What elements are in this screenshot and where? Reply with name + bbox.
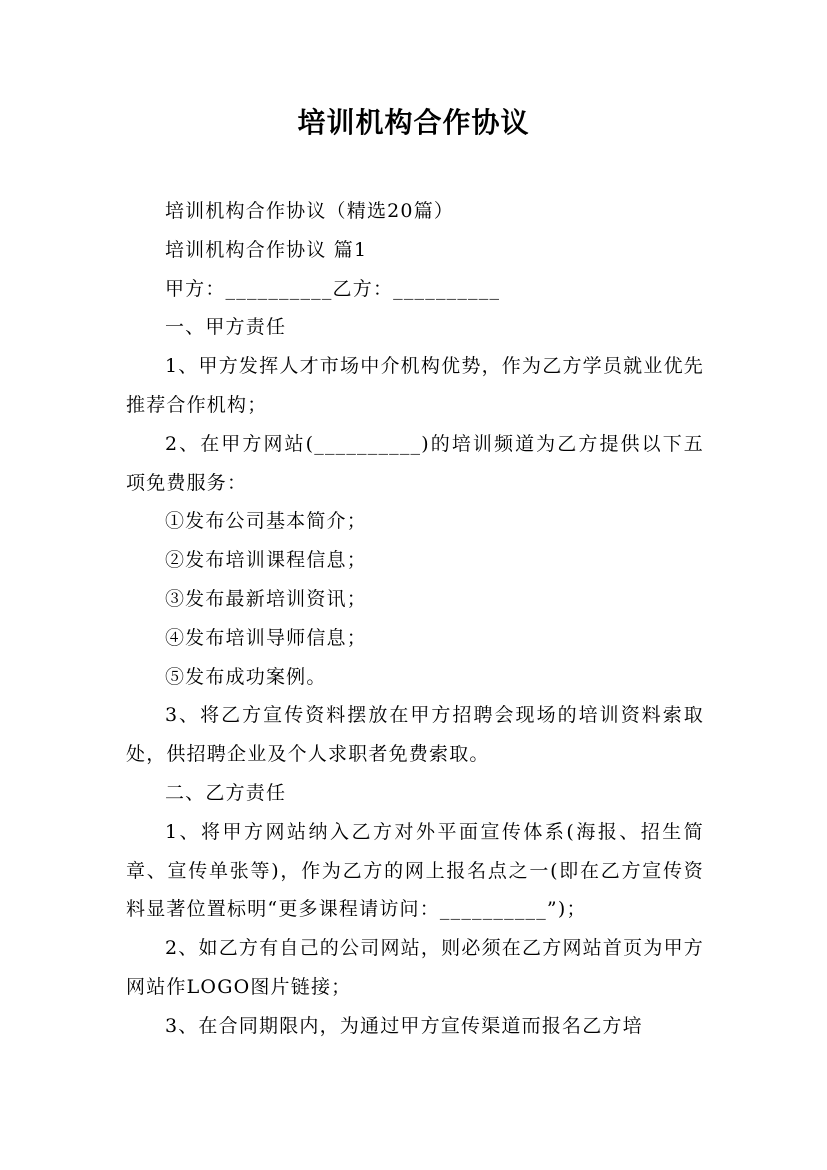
paragraph-party-b-item-3: 3、在合同期限内，为通过甲方宣传渠道而报名乙方培 <box>164 1014 643 1037</box>
paragraph-service-1: ①发布公司基本简介； <box>164 510 367 533</box>
paragraph-service-2: ②发布培训课程信息； <box>164 549 367 572</box>
paragraph-service-3: ③发布最新培训资讯； <box>164 587 367 610</box>
paragraph-party-a-item-3: 3、将乙方宣传资料摆放在甲方招聘会现场的培训资料索取处，供招聘企业及个人求职者免费索取。 <box>126 704 704 766</box>
document-body <box>126 192 704 1046</box>
paragraph-subtitle: 培训机构合作协议（精选20篇） <box>164 200 455 222</box>
paragraph-party-b-item-1: 1、将甲方网站纳入乙方对外平面宣传体系(海报、招生简章、宣传单张等)，作为乙方的网上报名点之一(即在乙方宣传资料显著位置标明“更多课程请访问：__________”)； <box>126 820 704 921</box>
paragraph-service-4: ④发布培训导师信息； <box>164 626 367 649</box>
paragraph-party-a-item-2: 2、在甲方网站(__________)的培训频道为乙方提供以下五项免费服务： <box>126 432 704 494</box>
paragraph-party-b-item-2: 2、如乙方有自己的公司网站，则必须在乙方网站首页为甲方网站作LOGO图片链接； <box>126 937 704 998</box>
paragraph-parties: 甲方：__________乙方：__________ <box>164 277 501 300</box>
paragraph-service-5: ⑤发布成功案例。 <box>164 665 327 688</box>
paragraph-party-a-item-1: 1、甲方发挥人才市场中介机构优势，作为乙方学员就业优先推荐合作机构； <box>126 355 704 416</box>
document-title: 培训机构合作协议 <box>297 106 530 139</box>
paragraph-section-heading: 培训机构合作协议 篇1 <box>164 238 368 261</box>
paragraph-party-b-heading: 二、乙方责任 <box>164 781 287 804</box>
paragraph-party-a-heading: 一、甲方责任 <box>164 316 287 339</box>
